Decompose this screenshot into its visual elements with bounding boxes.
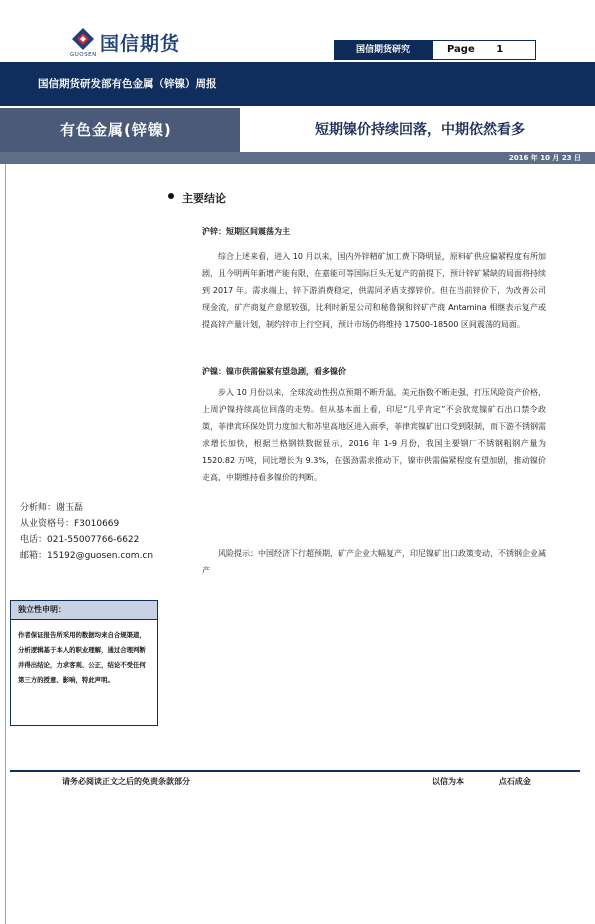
guosen-logo-icon [70,26,96,52]
analyst-info [20,500,180,564]
page-title: 短期镍价持续回落，中期依然看多 [315,122,525,138]
slogan-b: 点石成金 [498,777,531,786]
analyst-email[interactable]: 邮箱：15192@guosen.com.cn [20,551,154,561]
analyst-cert: 从业资格号：F3010669 [20,519,120,529]
nickel-paragraph [202,384,546,486]
slogan-a: 以信为本 [432,777,464,786]
report-label: 国信期货研究 [355,45,410,55]
zinc-subtitle: 沪锌：短期区间震荡为主 [202,227,290,236]
zinc-paragraph-text: 综合上述来看，进入 10 月以来，国内外锌精矿加工费下降明显，原料矿供应偏紧程度有所加剧，且今明两年新增产能有限，在嘉能可等国际巨头无复产的前提下，预计锌矿紧缺的局面将持续到 2017 年。需求端上，锌下游消费稳定，供需同矛盾支撑锌价。但在当前锌价下，为改善公司现金流，矿产商复产意愿较强，比利时新星公司和秘鲁铜和锌矿产商 Antamina 相继表示复产或提高锌产量计划，制约锌市上行空间，预计市场仍将维持 17500-18500 区间震荡的局面。 [202,252,546,329]
footer-rule [10,770,580,772]
risk-paragraph [202,545,546,579]
nickel-paragraph-text: 步入 10 月份以来，全球流动性拐点预期不断升温，美元指数不断走强，打压风险资产价格，上周沪镍持续高位回落的走势。但从基本面上看，印尼“几乎肯定”不会放宽镍矿石出口禁令政策，菲律宾环保处罚力度加大和苏里高地区进入雨季，菲律宾镍矿出口受到限制，而下游不锈钢需求增长加快，根据兰格钢铁数据显示，2016 年 1-9 月份，我国主要钢厂不锈钢粗钢产量为 1520.82 万吨，同比增长为 9.3%，在强劲需求推动下，镍市供需偏紧程度有望加剧，推动镍价走高，中期维持看多镍价的判断。 [202,388,546,482]
zinc-paragraph [202,248,546,333]
risk-text: 风险提示：中国经济下行超预期，矿产企业大幅复产，印尼镍矿出口政策变动，不锈钢企业减产 [202,549,546,575]
left-divider [5,164,6,924]
page-indicator [432,40,536,60]
logo-subtext: GUOSEN [70,52,97,58]
nickel-subtitle: 沪镍：镍市供需偏紧有望急剧，看多镍价 [202,367,346,376]
section-title: 主要结论 [182,192,226,205]
category-label: 有色金属(锌镍) [60,121,172,139]
footer-slogan [432,776,549,787]
disclaimer-text: 作者保证报告所采用的数据均来自合规渠道，分析逻辑基于本人的职业理解，通过合理判断 并得出结论，力求客观、公正，结论不受任何第三方的授意、影响，特此声明。 [18,631,146,684]
page-number: 1 [496,44,504,55]
bullet-icon [168,193,174,199]
page-label: Page [447,44,475,55]
report-date: 2016 年 10 月 23 日 [508,154,581,162]
report-series-title: 国信期货研发部有色金属（锌镍）周报 [38,78,217,90]
analyst-name: 分析师：谢玉磊 [20,503,84,513]
analyst-phone: 电话：021-55007766-6622 [20,535,140,545]
logo-text: 国信期货 [100,33,181,55]
footer-disclaimer-note: 请务必阅读正文之后的免责条款部分 [62,777,190,786]
date-bar [0,152,595,164]
disclaimer-title: 独立性申明： [18,605,66,614]
